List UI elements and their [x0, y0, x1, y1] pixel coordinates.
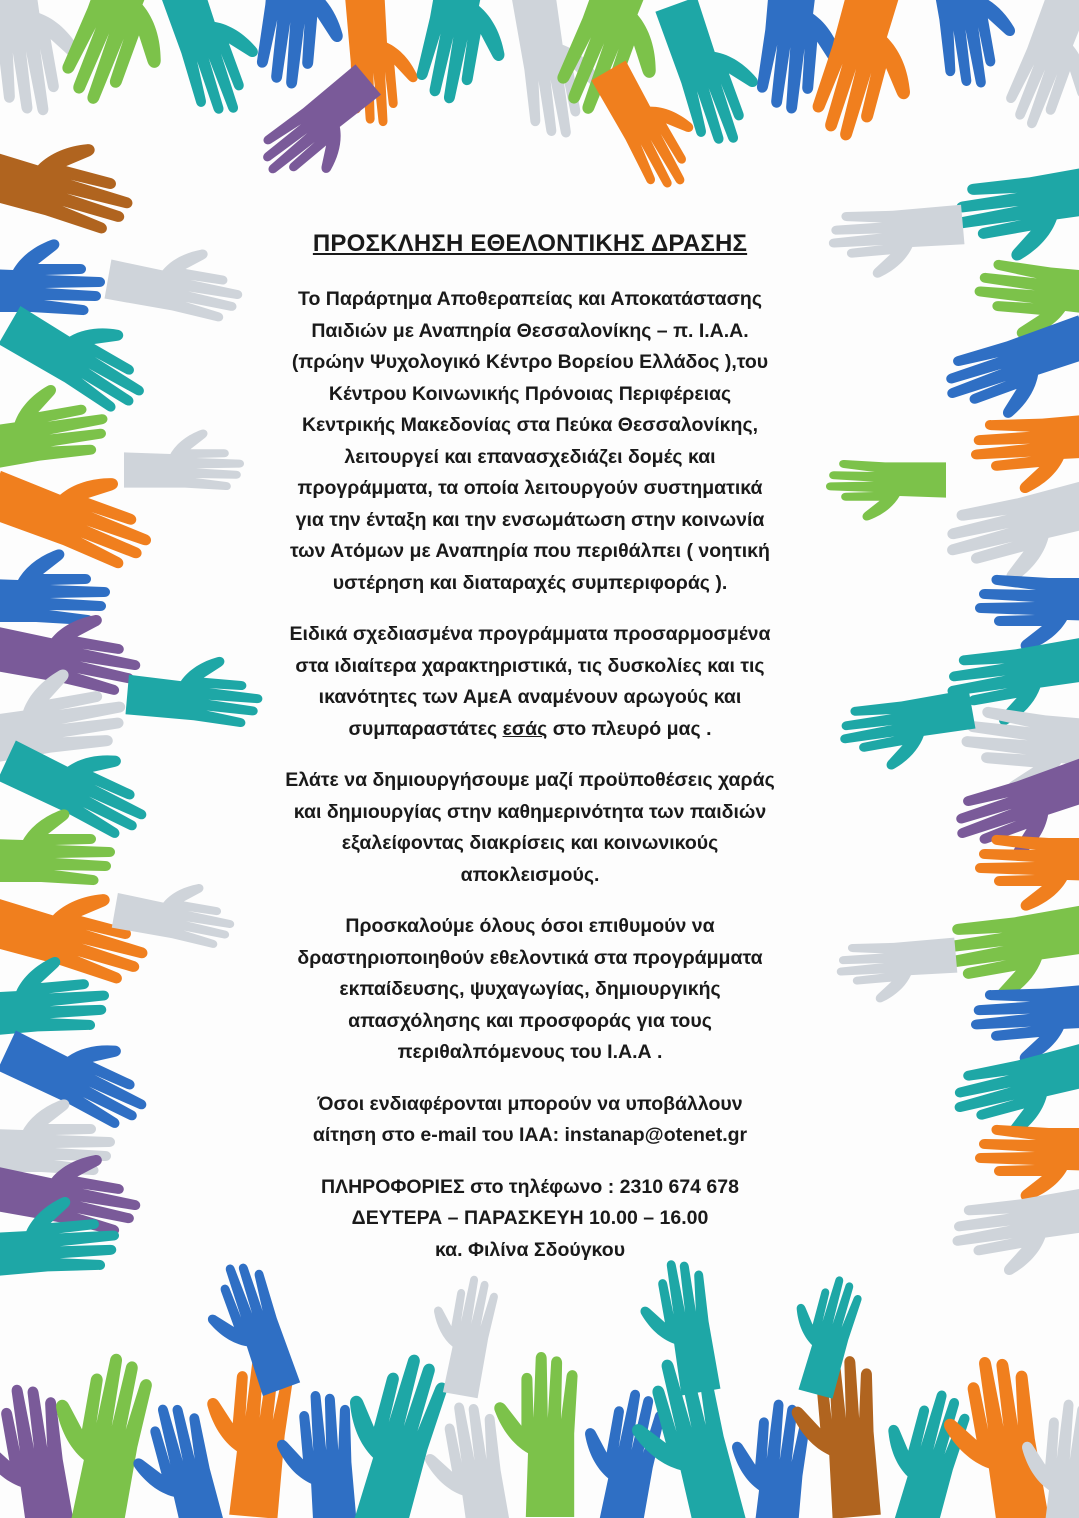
text-fragment: συμπαραστάτες: [348, 717, 503, 740]
text-line: για την ένταξη και την ενσωμάτωση στην κοινωνία: [295, 508, 765, 531]
hand-icon: [255, 0, 352, 93]
text-line: περιθαλπόμενους του Ι.Α.Α .: [397, 1041, 663, 1063]
text-fragment: στο πλευρό μας .: [547, 717, 712, 740]
text-line: υστέρηση και διαταραχές συμπεριφοράς ).: [332, 571, 728, 594]
text-line: των Ατόμων με Αναπηρία που περιθάλπει ( νοητική: [290, 540, 770, 562]
emphasis-word: εσάς: [502, 717, 548, 740]
text-line: (πρώην Ψυχολογικό Κέντρο Βορείου Ελλάδος ),του: [291, 351, 769, 373]
volunteer-paragraph: [230, 911, 830, 1069]
text-line: και δημιουργίας στην καθημερινότητα των παιδιών: [293, 800, 767, 823]
phone-line: ΠΛΗΡΟΦΟΡΙΕΣ στο τηλέφωνο : 2310 674 678: [321, 1175, 739, 1198]
text-line: Όσοι ενδιαφέρονται μπορούν να υποβάλλουν: [317, 1092, 743, 1115]
hand-icon: [863, 1380, 975, 1518]
hand-icon: [111, 870, 240, 950]
contact-person: κα. Φιλίνα Σδούγκου: [434, 1238, 626, 1261]
text-line: δραστηριοποιηθούν εθελοντικά στα προγράμματα: [297, 946, 763, 969]
hand-icon: [124, 429, 244, 490]
hand-icon: [413, 0, 524, 111]
hand-icon: [947, 1183, 1079, 1284]
hand-icon: [104, 234, 249, 325]
text-line: Ειδικά σχεδιασμένα προγράμματα προσαρμοσμένα: [289, 623, 771, 645]
text-line: Το Παράρτημα Αποθεραπείας και Αποκατάστασης: [298, 288, 762, 310]
hand-icon: [826, 202, 966, 282]
email-line: αίτηση στο e-mail του ΙΑΑ: instanap@otenet.gr: [312, 1124, 748, 1146]
text-line: αποκλεισμούς.: [460, 863, 600, 886]
hand-icon: [806, 0, 940, 153]
hand-icon: [826, 460, 946, 521]
contact-info: [230, 1172, 830, 1267]
invitation-paragraph: [230, 765, 830, 891]
hand-icon: [835, 687, 980, 778]
hand-icon: [975, 1125, 1079, 1201]
hand-icon: [975, 575, 1079, 651]
hand-icon: [0, 116, 144, 239]
hand-icon: [153, 0, 275, 124]
intro-paragraph: [230, 284, 830, 599]
hand-icon: [0, 1379, 81, 1518]
text-line: Ελάτε να δημιουργήσουμε μαζί προϋποθέσεις χαράς: [285, 769, 775, 791]
programs-paragraph: [230, 619, 830, 745]
hand-icon: [653, 0, 775, 154]
text-line: εκπαίδευσης, ψυχαγωγίας, δημιουργικής: [339, 978, 721, 1000]
hand-icon: [0, 239, 105, 315]
hours-line: ΔΕΥΤΕΡΑ – ΠΑΡΑΣΚΕΥΗ 10.00 – 16.00: [351, 1207, 709, 1229]
hand-icon: [923, 0, 1024, 93]
text-line: ικανότητες των ΑμεΑ αναμένουν αρωγούς και: [318, 686, 742, 708]
hand-icon: [494, 1352, 577, 1517]
text-line: απασχόλησης και προσφοράς για τους: [348, 1009, 712, 1032]
hand-icon: [968, 409, 1079, 498]
text-line: [230, 714, 830, 746]
text-line: Παιδιών με Αναπηρία Θεσσαλονίκης – π. Ι.Α.Α.: [311, 319, 749, 342]
hand-icon: [975, 835, 1079, 911]
application-paragraph: [230, 1089, 830, 1152]
hand-icon: [834, 935, 959, 1006]
text-line: Προσκαλούμε όλους όσοι επιθυμούν να: [345, 915, 715, 937]
hand-icon: [949, 159, 1079, 270]
hand-icon: [936, 313, 1079, 435]
hand-icon: [0, 549, 110, 625]
flyer-title: ΠΡΟΣΚΛΗΣΗ ΕΘΕΛΟΝΤΙΚΗΣ ΔΡΑΣΗΣ: [312, 230, 748, 257]
hand-icon: [933, 1350, 1054, 1518]
text-line: Κεντρικής Μακεδονίας στα Πεύκα Θεσσαλονίκης,: [301, 414, 759, 436]
text-line: Κέντρου Κοινωνικής Πρόνοιας Περιφέρειας: [328, 382, 732, 405]
text-line: εξαλείφοντας διακρίσεις και κοινωνικούς: [341, 832, 719, 854]
hand-icon: [999, 0, 1079, 143]
text-line: στα ιδιαίτερα χαρακτηριστικά, τις δυσκολίες και τις: [295, 654, 765, 677]
flyer-body: [230, 215, 830, 1286]
text-line: προγράμματα, τα οποία λειτουργούν συστηματικά: [297, 477, 763, 499]
text-line: λειτουργεί και επανασχεδιάζει δομές και: [344, 445, 716, 468]
